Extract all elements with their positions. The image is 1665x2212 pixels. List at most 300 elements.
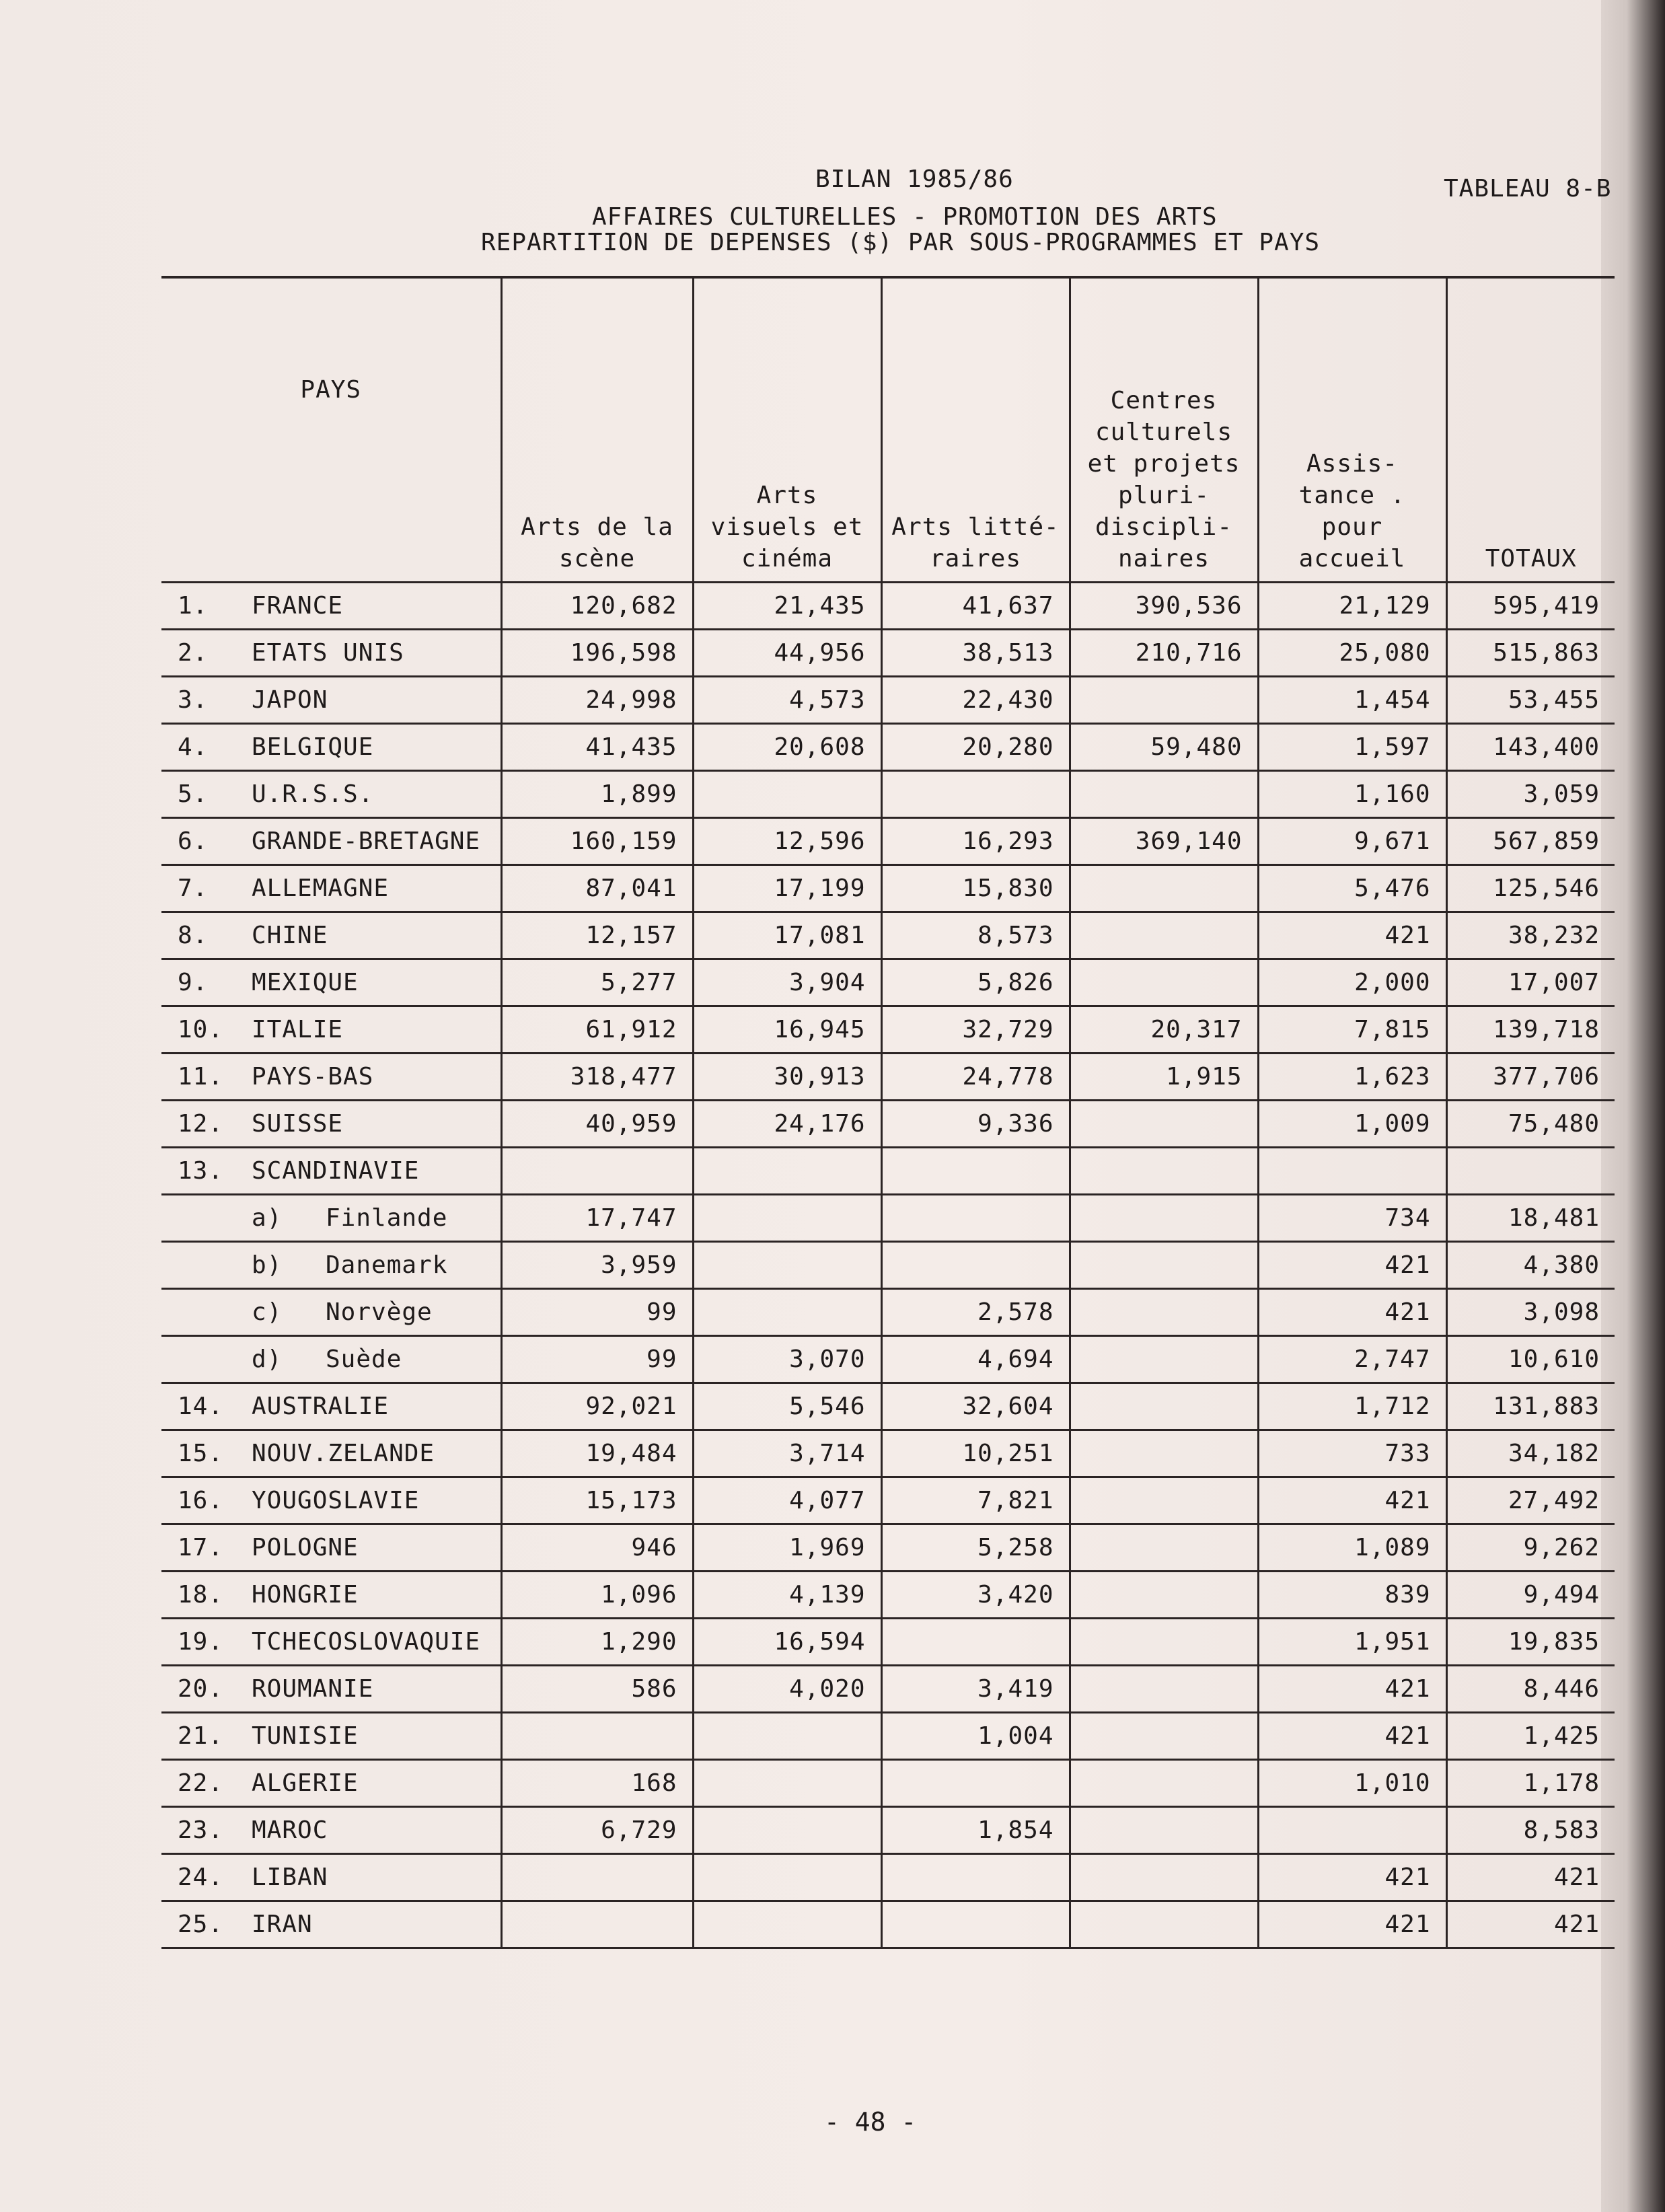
table-row: [161, 1572, 1615, 1619]
table-row: [161, 1807, 1615, 1854]
value-cell-litteraires: 20,280: [881, 724, 1070, 771]
country-name: ITALIE: [252, 1016, 344, 1043]
value-cell-scene: 41,435: [501, 724, 693, 771]
country-name: NOUV.ZELANDE: [252, 1440, 435, 1467]
country-name: JAPON: [252, 686, 328, 714]
country-name: Danemark: [326, 1251, 448, 1279]
value-cell-assistance: 1,089: [1258, 1524, 1446, 1572]
table-row: [161, 1854, 1615, 1901]
value-cell-visuels: 3,714: [693, 1430, 881, 1477]
value-cell-scene: [501, 1854, 693, 1901]
value-cell-visuels: [693, 1713, 881, 1760]
column-header-arts-scene: Arts de la scène: [501, 277, 693, 583]
value-cell-centres: [1070, 1666, 1258, 1713]
value-cell-scene: 24,998: [501, 677, 693, 724]
row-rank: 6.: [178, 827, 209, 855]
value-cell-litteraires: 16,293: [881, 818, 1070, 865]
country-cell: [161, 771, 501, 818]
value-cell-assistance: [1258, 1807, 1446, 1854]
value-cell-visuels: 4,077: [693, 1477, 881, 1524]
value-cell-litteraires: 4,694: [881, 1336, 1070, 1383]
table-row: [161, 1666, 1615, 1713]
country-cell: [161, 1713, 501, 1760]
country-cell: [161, 677, 501, 724]
value-cell-totaux: 19,835: [1446, 1619, 1615, 1666]
country-name: SUISSE: [252, 1110, 344, 1138]
value-cell-assistance: 421: [1258, 1666, 1446, 1713]
value-cell-totaux: 9,262: [1446, 1524, 1615, 1572]
row-rank: 15.: [178, 1440, 224, 1467]
country-name: TCHECOSLOVAQUIE: [252, 1628, 481, 1656]
value-cell-visuels: [693, 1854, 881, 1901]
report-description: REPARTITION DE DEPENSES ($) PAR SOUS-PROGRAMMES ET PAYS: [481, 229, 1321, 256]
value-cell-totaux: 143,400: [1446, 724, 1615, 771]
value-cell-visuels: [693, 1242, 881, 1289]
value-cell-totaux: 3,059: [1446, 771, 1615, 818]
value-cell-totaux: 75,480: [1446, 1101, 1615, 1148]
expenditure-table: [161, 276, 1615, 1949]
value-cell-scene: 3,959: [501, 1242, 693, 1289]
value-cell-visuels: 4,139: [693, 1572, 881, 1619]
value-cell-scene: 120,682: [501, 583, 693, 630]
value-cell-assistance: 421: [1258, 1242, 1446, 1289]
value-cell-assistance: 21,129: [1258, 583, 1446, 630]
table-row: [161, 1006, 1615, 1054]
value-cell-visuels: 20,608: [693, 724, 881, 771]
table-row: [161, 959, 1615, 1006]
value-cell-totaux: 567,859: [1446, 818, 1615, 865]
value-cell-assistance: 1,010: [1258, 1760, 1446, 1807]
table-row: [161, 865, 1615, 912]
table-row: [161, 1760, 1615, 1807]
value-cell-centres: 20,317: [1070, 1006, 1258, 1054]
country-cell: [161, 1289, 501, 1336]
country-cell: [161, 1006, 501, 1054]
value-cell-centres: [1070, 959, 1258, 1006]
value-cell-litteraires: 32,729: [881, 1006, 1070, 1054]
row-rank: d): [252, 1345, 283, 1373]
table-row: [161, 1289, 1615, 1336]
country-name: HONGRIE: [252, 1581, 359, 1609]
value-cell-scene: [501, 1148, 693, 1195]
value-cell-visuels: [693, 771, 881, 818]
value-cell-assistance: 5,476: [1258, 865, 1446, 912]
country-cell: [161, 724, 501, 771]
value-cell-scene: 160,159: [501, 818, 693, 865]
table-body: [161, 583, 1615, 1948]
country-name: CHINE: [252, 922, 328, 949]
table-row: [161, 1524, 1615, 1572]
value-cell-visuels: 4,573: [693, 677, 881, 724]
row-rank: 12.: [178, 1110, 224, 1138]
column-header-assistance: Assis- tance . pour accueil: [1258, 277, 1446, 583]
row-rank: 2.: [178, 639, 209, 667]
value-cell-totaux: 9,494: [1446, 1572, 1615, 1619]
table-reference: TABLEAU 8-B: [1444, 175, 1612, 202]
value-cell-litteraires: [881, 1242, 1070, 1289]
page-number: - 48 -: [824, 2107, 917, 2137]
country-name: LIBAN: [252, 1864, 328, 1891]
value-cell-totaux: 17,007: [1446, 959, 1615, 1006]
value-cell-centres: [1070, 1148, 1258, 1195]
row-rank: 11.: [178, 1063, 224, 1091]
value-cell-scene: 586: [501, 1666, 693, 1713]
value-cell-centres: 59,480: [1070, 724, 1258, 771]
table-row: [161, 1383, 1615, 1430]
row-rank: 22.: [178, 1769, 224, 1797]
value-cell-litteraires: [881, 1195, 1070, 1242]
country-name: SCANDINAVIE: [252, 1157, 420, 1185]
row-rank: 4.: [178, 733, 209, 761]
country-cell: [161, 912, 501, 959]
value-cell-centres: [1070, 1760, 1258, 1807]
country-name: Norvège: [326, 1298, 433, 1326]
value-cell-scene: 99: [501, 1336, 693, 1383]
value-cell-totaux: 10,610: [1446, 1336, 1615, 1383]
country-name: ETATS UNIS: [252, 639, 404, 667]
value-cell-visuels: 1,969: [693, 1524, 881, 1572]
value-cell-assistance: 421: [1258, 1713, 1446, 1760]
value-cell-totaux: [1446, 1148, 1615, 1195]
country-cell: [161, 1101, 501, 1148]
value-cell-assistance: 7,815: [1258, 1006, 1446, 1054]
value-cell-assistance: 733: [1258, 1430, 1446, 1477]
country-cell: [161, 1430, 501, 1477]
value-cell-centres: [1070, 1619, 1258, 1666]
value-cell-litteraires: [881, 1619, 1070, 1666]
row-rank: 23.: [178, 1816, 224, 1844]
value-cell-totaux: 4,380: [1446, 1242, 1615, 1289]
value-cell-centres: 1,915: [1070, 1054, 1258, 1101]
table-row: [161, 1713, 1615, 1760]
value-cell-centres: [1070, 912, 1258, 959]
country-name: TUNISIE: [252, 1722, 359, 1750]
value-cell-litteraires: 15,830: [881, 865, 1070, 912]
table-row: [161, 1242, 1615, 1289]
value-cell-centres: [1070, 1854, 1258, 1901]
value-cell-centres: 369,140: [1070, 818, 1258, 865]
table-row: [161, 1477, 1615, 1524]
value-cell-centres: 210,716: [1070, 630, 1258, 677]
value-cell-scene: 92,021: [501, 1383, 693, 1430]
value-cell-visuels: [693, 1195, 881, 1242]
value-cell-totaux: 27,492: [1446, 1477, 1615, 1524]
value-cell-totaux: 139,718: [1446, 1006, 1615, 1054]
value-cell-litteraires: [881, 771, 1070, 818]
country-name: ALLEMAGNE: [252, 875, 390, 902]
row-rank: 25.: [178, 1911, 224, 1938]
row-rank: 24.: [178, 1864, 224, 1891]
value-cell-assistance: [1258, 1148, 1446, 1195]
row-rank: 16.: [178, 1487, 224, 1514]
table-row: [161, 1148, 1615, 1195]
row-rank: 10.: [178, 1016, 224, 1043]
value-cell-assistance: 1,009: [1258, 1101, 1446, 1148]
value-cell-assistance: 421: [1258, 1854, 1446, 1901]
value-cell-totaux: 131,883: [1446, 1383, 1615, 1430]
country-name: Suède: [326, 1345, 402, 1373]
value-cell-litteraires: 22,430: [881, 677, 1070, 724]
country-name: YOUGOSLAVIE: [252, 1487, 420, 1514]
country-name: MAROC: [252, 1816, 328, 1844]
report-subtitle: AFFAIRES CULTURELLES - PROMOTION DES ARTS: [592, 203, 1218, 231]
value-cell-visuels: [693, 1760, 881, 1807]
row-rank: 18.: [178, 1581, 224, 1609]
column-header-centres-culturels: Centres culturels et projets pluri- discipli- naires: [1070, 277, 1258, 583]
value-cell-scene: 61,912: [501, 1006, 693, 1054]
value-cell-scene: 12,157: [501, 912, 693, 959]
value-cell-totaux: 595,419: [1446, 583, 1615, 630]
value-cell-litteraires: 10,251: [881, 1430, 1070, 1477]
value-cell-assistance: 2,747: [1258, 1336, 1446, 1383]
table-header-row: [161, 277, 1615, 583]
table-row: [161, 1336, 1615, 1383]
value-cell-litteraires: 7,821: [881, 1477, 1070, 1524]
value-cell-totaux: 421: [1446, 1854, 1615, 1901]
country-cell: [161, 1807, 501, 1854]
value-cell-totaux: 38,232: [1446, 912, 1615, 959]
value-cell-visuels: 3,904: [693, 959, 881, 1006]
table-row: [161, 1101, 1615, 1148]
value-cell-assistance: 421: [1258, 1901, 1446, 1948]
value-cell-centres: [1070, 1572, 1258, 1619]
country-cell: [161, 1901, 501, 1948]
value-cell-centres: [1070, 1713, 1258, 1760]
country-name: IRAN: [252, 1911, 313, 1938]
country-cell: [161, 1054, 501, 1101]
value-cell-assistance: 421: [1258, 1289, 1446, 1336]
value-cell-totaux: 421: [1446, 1901, 1615, 1948]
row-rank: 5.: [178, 780, 209, 808]
value-cell-assistance: 421: [1258, 1477, 1446, 1524]
value-cell-visuels: 4,020: [693, 1666, 881, 1713]
table-row: [161, 677, 1615, 724]
value-cell-visuels: 16,594: [693, 1619, 881, 1666]
country-cell: [161, 818, 501, 865]
value-cell-visuels: 5,546: [693, 1383, 881, 1430]
table-row: [161, 818, 1615, 865]
value-cell-litteraires: 5,826: [881, 959, 1070, 1006]
country-name: GRANDE-BRETAGNE: [252, 827, 481, 855]
value-cell-totaux: 3,098: [1446, 1289, 1615, 1336]
value-cell-litteraires: 41,637: [881, 583, 1070, 630]
country-cell: [161, 1148, 501, 1195]
value-cell-litteraires: 38,513: [881, 630, 1070, 677]
value-cell-totaux: 1,425: [1446, 1713, 1615, 1760]
value-cell-visuels: 44,956: [693, 630, 881, 677]
table-row: [161, 1430, 1615, 1477]
row-rank: 8.: [178, 922, 209, 949]
value-cell-scene: 15,173: [501, 1477, 693, 1524]
value-cell-scene: 40,959: [501, 1101, 693, 1148]
country-cell: [161, 1854, 501, 1901]
column-header-totaux: TOTAUX: [1446, 277, 1615, 583]
value-cell-assistance: 1,160: [1258, 771, 1446, 818]
value-cell-centres: [1070, 1336, 1258, 1383]
table-row: [161, 1901, 1615, 1948]
value-cell-scene: 168: [501, 1760, 693, 1807]
value-cell-totaux: 377,706: [1446, 1054, 1615, 1101]
value-cell-totaux: 1,178: [1446, 1760, 1615, 1807]
country-name: BELGIQUE: [252, 733, 374, 761]
country-cell: [161, 865, 501, 912]
column-header-arts-litteraires: Arts litté- raires: [881, 277, 1070, 583]
country-cell: [161, 1336, 501, 1383]
value-cell-visuels: 17,199: [693, 865, 881, 912]
value-cell-centres: [1070, 1477, 1258, 1524]
value-cell-scene: 17,747: [501, 1195, 693, 1242]
value-cell-assistance: 25,080: [1258, 630, 1446, 677]
value-cell-scene: 1,290: [501, 1619, 693, 1666]
value-cell-litteraires: [881, 1854, 1070, 1901]
value-cell-scene: 99: [501, 1289, 693, 1336]
value-cell-assistance: 2,000: [1258, 959, 1446, 1006]
value-cell-centres: [1070, 1101, 1258, 1148]
country-cell: [161, 583, 501, 630]
country-name: PAYS-BAS: [252, 1063, 374, 1091]
value-cell-totaux: 18,481: [1446, 1195, 1615, 1242]
country-name: ALGERIE: [252, 1769, 359, 1797]
value-cell-assistance: 421: [1258, 912, 1446, 959]
value-cell-scene: [501, 1901, 693, 1948]
value-cell-totaux: 8,446: [1446, 1666, 1615, 1713]
row-rank: c): [252, 1298, 283, 1326]
value-cell-centres: [1070, 865, 1258, 912]
value-cell-visuels: 3,070: [693, 1336, 881, 1383]
value-cell-centres: [1070, 677, 1258, 724]
table-row: [161, 583, 1615, 630]
country-cell: [161, 1383, 501, 1430]
value-cell-scene: 1,096: [501, 1572, 693, 1619]
table-row: [161, 630, 1615, 677]
value-cell-scene: 196,598: [501, 630, 693, 677]
value-cell-visuels: 16,945: [693, 1006, 881, 1054]
value-cell-assistance: 839: [1258, 1572, 1446, 1619]
report-title: BILAN 1985/86: [815, 165, 1014, 193]
value-cell-visuels: 17,081: [693, 912, 881, 959]
value-cell-centres: [1070, 1901, 1258, 1948]
country-cell: [161, 1619, 501, 1666]
country-cell: [161, 1524, 501, 1572]
value-cell-centres: [1070, 1524, 1258, 1572]
value-cell-scene: 5,277: [501, 959, 693, 1006]
value-cell-totaux: 125,546: [1446, 865, 1615, 912]
country-name: U.R.S.S.: [252, 780, 374, 808]
column-header-arts-visuels: Arts visuels et cinéma: [693, 277, 881, 583]
value-cell-scene: 1,899: [501, 771, 693, 818]
row-rank: 1.: [178, 592, 209, 620]
value-cell-scene: 318,477: [501, 1054, 693, 1101]
value-cell-litteraires: 2,578: [881, 1289, 1070, 1336]
value-cell-centres: [1070, 1383, 1258, 1430]
value-cell-litteraires: 32,604: [881, 1383, 1070, 1430]
value-cell-centres: [1070, 1430, 1258, 1477]
value-cell-visuels: [693, 1148, 881, 1195]
value-cell-scene: 87,041: [501, 865, 693, 912]
value-cell-litteraires: 5,258: [881, 1524, 1070, 1572]
value-cell-litteraires: 1,854: [881, 1807, 1070, 1854]
row-rank: 14.: [178, 1393, 224, 1420]
value-cell-centres: [1070, 771, 1258, 818]
country-cell: [161, 630, 501, 677]
column-header-pays: PAYS: [161, 277, 501, 583]
row-rank: b): [252, 1251, 283, 1279]
row-rank: 7.: [178, 875, 209, 902]
value-cell-visuels: 30,913: [693, 1054, 881, 1101]
value-cell-visuels: [693, 1901, 881, 1948]
country-cell: [161, 1572, 501, 1619]
country-cell: [161, 1195, 501, 1242]
value-cell-scene: [501, 1713, 693, 1760]
value-cell-visuels: [693, 1807, 881, 1854]
value-cell-totaux: 515,863: [1446, 630, 1615, 677]
value-cell-litteraires: [881, 1760, 1070, 1807]
value-cell-assistance: 734: [1258, 1195, 1446, 1242]
value-cell-litteraires: 24,778: [881, 1054, 1070, 1101]
value-cell-centres: [1070, 1807, 1258, 1854]
table-row: [161, 771, 1615, 818]
value-cell-litteraires: [881, 1148, 1070, 1195]
value-cell-litteraires: 8,573: [881, 912, 1070, 959]
row-rank: 20.: [178, 1675, 224, 1703]
value-cell-assistance: 1,951: [1258, 1619, 1446, 1666]
country-name: Finlande: [326, 1204, 448, 1232]
value-cell-assistance: 9,671: [1258, 818, 1446, 865]
country-name: ROUMANIE: [252, 1675, 374, 1703]
value-cell-litteraires: 1,004: [881, 1713, 1070, 1760]
value-cell-visuels: 24,176: [693, 1101, 881, 1148]
value-cell-centres: [1070, 1289, 1258, 1336]
country-name: MEXIQUE: [252, 969, 359, 996]
row-rank: 3.: [178, 686, 209, 714]
value-cell-visuels: 21,435: [693, 583, 881, 630]
row-rank: 17.: [178, 1534, 224, 1561]
row-rank: 21.: [178, 1722, 224, 1750]
value-cell-centres: [1070, 1242, 1258, 1289]
value-cell-centres: [1070, 1195, 1258, 1242]
value-cell-scene: 946: [501, 1524, 693, 1572]
value-cell-assistance: 1,623: [1258, 1054, 1446, 1101]
value-cell-visuels: [693, 1289, 881, 1336]
row-rank: 19.: [178, 1628, 224, 1656]
value-cell-scene: 6,729: [501, 1807, 693, 1854]
country-name: FRANCE: [252, 592, 344, 620]
table-row: [161, 1619, 1615, 1666]
value-cell-assistance: 1,454: [1258, 677, 1446, 724]
value-cell-litteraires: 3,419: [881, 1666, 1070, 1713]
value-cell-litteraires: 9,336: [881, 1101, 1070, 1148]
table-row: [161, 912, 1615, 959]
country-name: AUSTRALIE: [252, 1393, 390, 1420]
row-rank: 13.: [178, 1157, 224, 1185]
value-cell-assistance: 1,597: [1258, 724, 1446, 771]
country-cell: [161, 1666, 501, 1713]
country-cell: [161, 1242, 501, 1289]
value-cell-assistance: 1,712: [1258, 1383, 1446, 1430]
country-name: POLOGNE: [252, 1534, 359, 1561]
table-row: [161, 1195, 1615, 1242]
value-cell-totaux: 8,583: [1446, 1807, 1615, 1854]
country-cell: [161, 959, 501, 1006]
value-cell-totaux: 34,182: [1446, 1430, 1615, 1477]
table-row: [161, 724, 1615, 771]
row-rank: 9.: [178, 969, 209, 996]
value-cell-scene: 19,484: [501, 1430, 693, 1477]
value-cell-litteraires: [881, 1901, 1070, 1948]
value-cell-litteraires: 3,420: [881, 1572, 1070, 1619]
row-rank: a): [252, 1204, 283, 1232]
value-cell-visuels: 12,596: [693, 818, 881, 865]
